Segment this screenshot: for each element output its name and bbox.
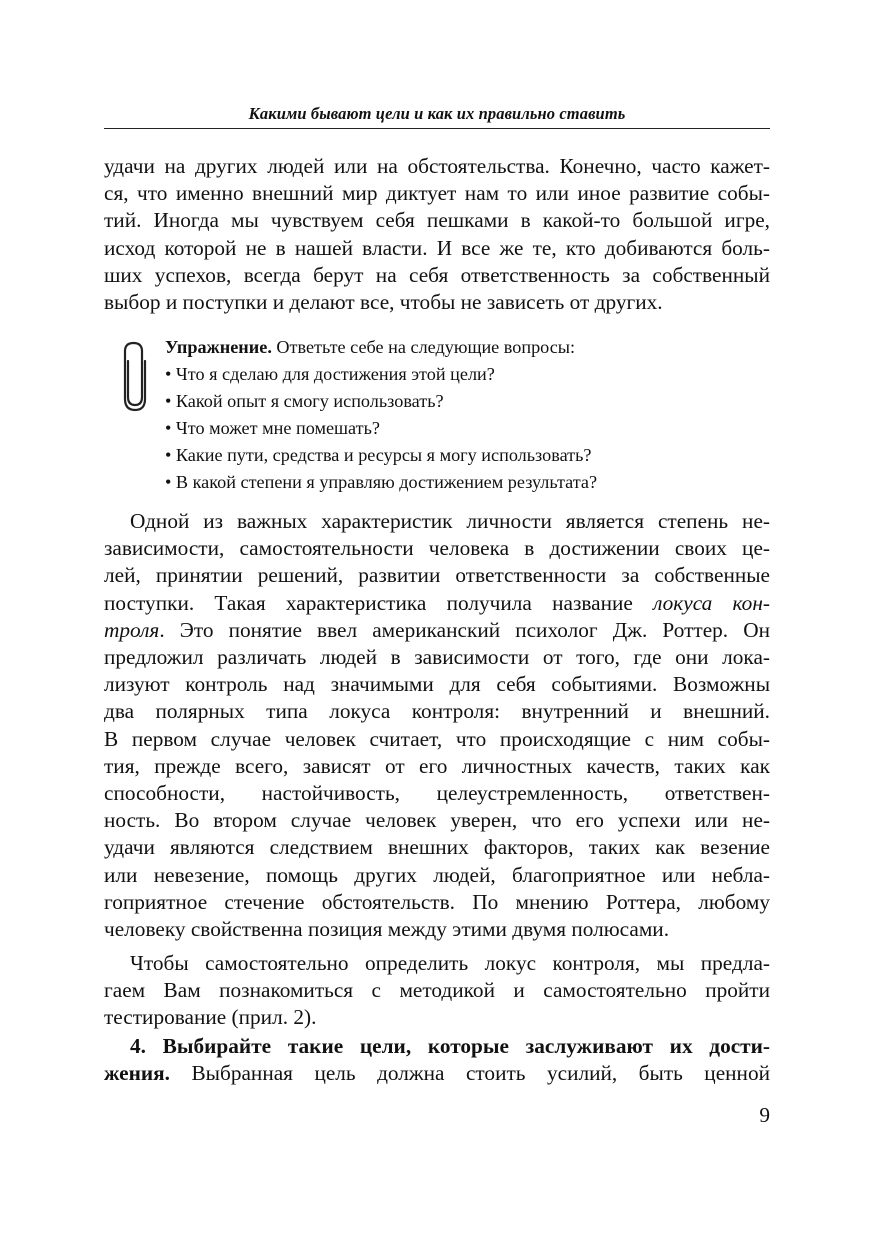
text-line: лизуют контроль над значимыми для себя событиями. Возможны — [104, 672, 770, 697]
exercise-item: • Что я сделаю для достижения этой цели? — [165, 364, 495, 384]
text-line: тия, прежде всего, зависят от его личностных качеств, таких как — [104, 753, 770, 778]
paragraph-4 — [104, 1033, 770, 1087]
text-line: ших успехов, всегда берут на себя ответственность за собственный — [104, 262, 770, 287]
text-line: ся, что именно внешний мир диктует нам то или иное развитие собы- — [104, 181, 770, 206]
text-line: способности, настойчивость, целеустремленность, ответствен- — [104, 781, 770, 806]
paragraph-2 — [104, 508, 770, 943]
text-line: В первом случае человек считает, что происходящие с ним собы- — [104, 726, 770, 751]
text-line: зависимости, самостоятельности человека в достижении своих це- — [104, 536, 770, 561]
exercise-item: • В какой степени я управляю достижением результата? — [165, 472, 598, 492]
term-italic: троля — [104, 617, 160, 642]
bold-heading: 4. Выбирайте такие цели, которые заслуживают их дости- — [130, 1034, 770, 1058]
text-line: или невезение, помощь других людей, благоприятное или небла- — [104, 862, 770, 887]
text-line: предложил различать людей в зависимости от того, где они лока- — [104, 645, 770, 670]
paragraph-3 — [104, 950, 770, 1032]
text-line — [104, 590, 770, 617]
exercise-block — [165, 334, 685, 496]
paperclip-icon — [116, 339, 150, 413]
text-line — [104, 1033, 770, 1060]
text-line: удачи являются следствием внешних факторов, таких как везение — [104, 835, 770, 860]
text-line: Чтобы самостоятельно определить локус контроля, мы предла- — [130, 951, 770, 975]
text-line: гаем Вам познакомиться с методикой и самостоятельно пройти — [104, 978, 770, 1003]
text-line: гоприятное стечение обстоятельств. По мнению Роттера, любому — [104, 889, 770, 914]
text-line — [104, 617, 770, 644]
exercise-intro — [165, 334, 685, 361]
text-segment: . Это понятие ввел американский психолог Дж. Роттер. Он — [159, 617, 770, 642]
exercise-label: Упражнение. — [165, 337, 272, 357]
text-line: выбор и поступки и делают все, чтобы не зависеть от других. — [104, 290, 663, 315]
header-divider — [104, 128, 770, 129]
text-line: лей, принятии решений, развитии ответственности за собственные — [104, 563, 770, 588]
exercise-item: • Какой опыт я смогу использовать? — [165, 391, 444, 411]
text-segment: Выбранная цель должна стоить усилий, быть ценной — [170, 1061, 770, 1086]
text-line: тий. Иногда мы чувствуем себя пешками в какой-то большой игре, — [104, 208, 770, 233]
paragraph-1 — [104, 153, 770, 316]
exercise-intro-text: Ответьте себе на следующие вопросы: — [271, 337, 576, 357]
text-line: Одной из важных характеристик личности является степень не- — [130, 509, 770, 533]
text-line: ность. Во втором случае человек уверен, что его успехи или не- — [104, 808, 770, 833]
bold-heading: жения. — [104, 1061, 171, 1086]
text-line: два полярных типа локуса контроля: внутренний и внешний. — [104, 699, 770, 724]
term-italic: локуса кон- — [653, 590, 770, 615]
text-line: человеку свойственна позиция между этими двумя полюсами. — [104, 917, 670, 942]
text-line: исход которой не в нашей власти. И все же те, кто добиваются боль- — [104, 235, 770, 260]
exercise-item: • Что может мне помешать? — [165, 418, 380, 438]
exercise-item: • Какие пути, средства и ресурсы я могу использовать? — [165, 445, 592, 465]
text-segment: поступки. Такая характеристика получила название — [104, 590, 654, 615]
page-number: 9 — [759, 1103, 770, 1127]
text-line: тестирование (прил. 2). — [104, 1005, 317, 1030]
text-line — [104, 1060, 770, 1087]
running-header: Какими бывают цели и как их правильно ставить — [248, 104, 626, 123]
text-line: удачи на других людей или на обстоятельства. Конечно, часто кажет- — [104, 154, 770, 178]
